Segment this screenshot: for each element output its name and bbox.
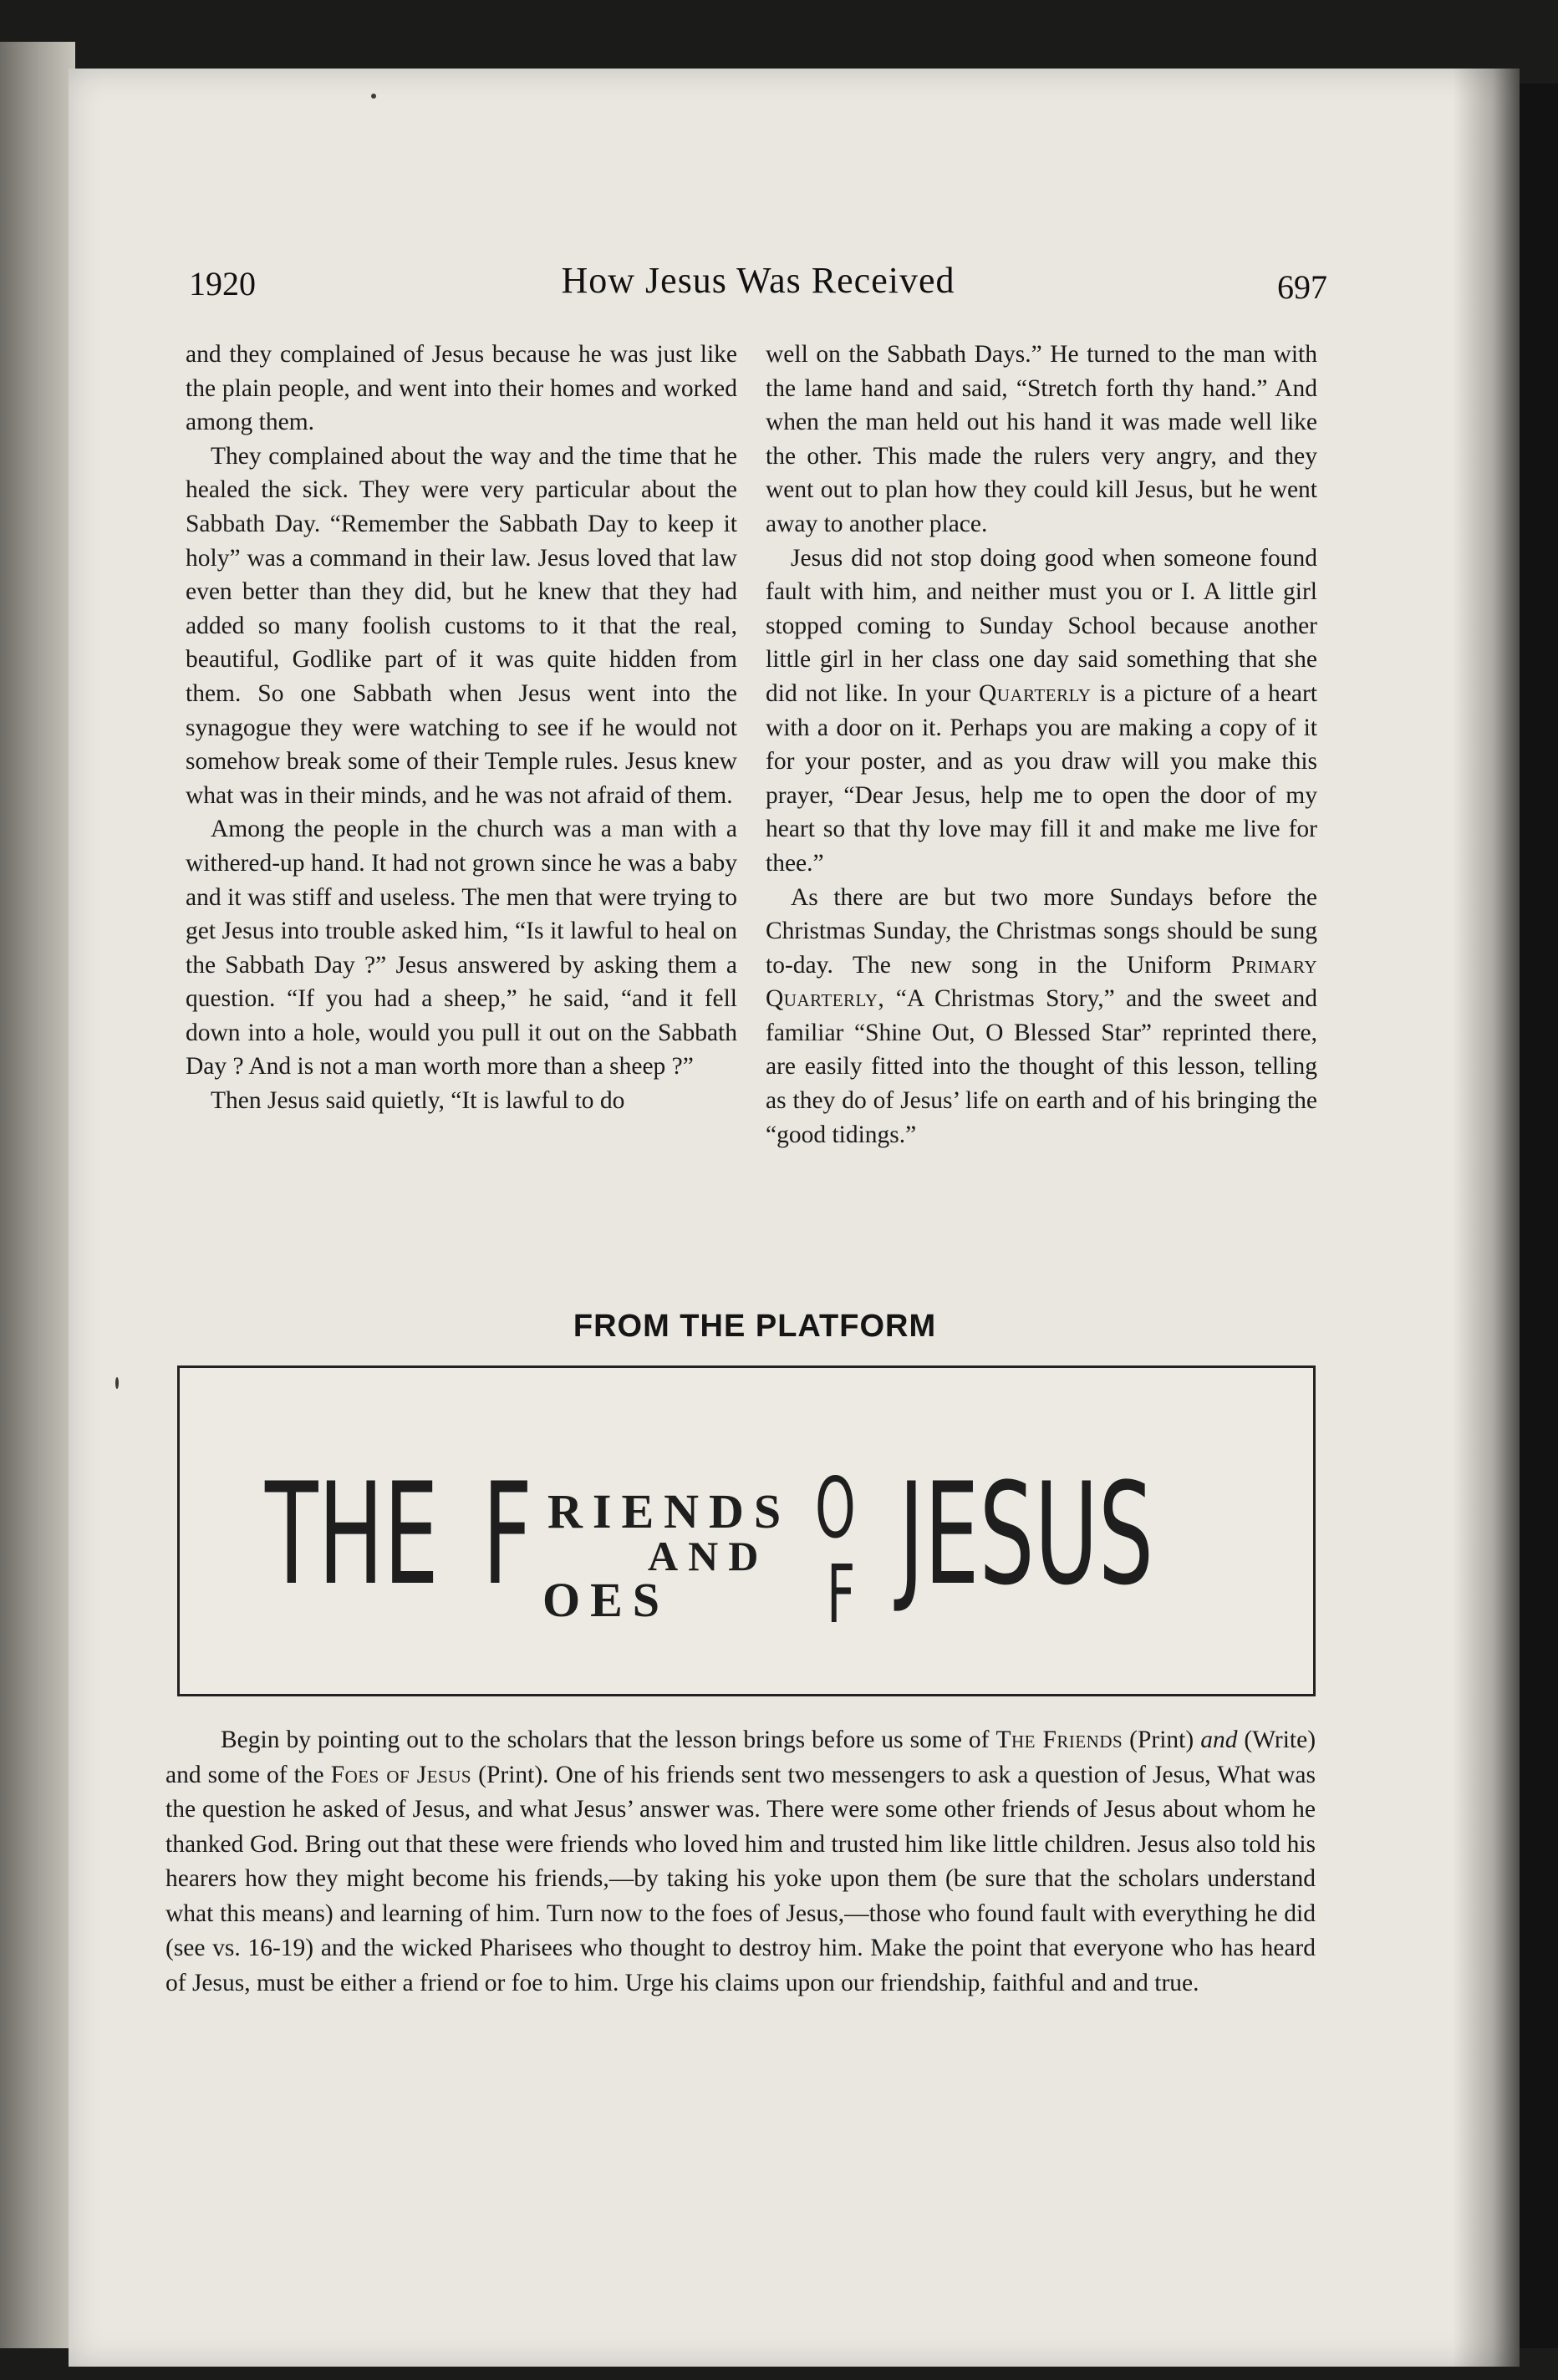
primary-quarterly-reference: Primary Quarterly, (766, 951, 1317, 1013)
left-column (186, 338, 737, 1118)
platform-heading: FROM THE PLATFORM (573, 1309, 937, 1344)
panel-word-oes: OES (542, 1573, 670, 1627)
running-header (189, 259, 1327, 309)
paragraph (165, 1723, 1316, 2001)
scan-speck (371, 94, 376, 99)
blackboard-panel (177, 1365, 1316, 1696)
quarterly-reference: Quarterly (979, 679, 1092, 707)
page-number: 697 (1277, 268, 1327, 306)
text-run: is a picture of a heart with a door on it. Perhaps you are making a copy of it for your poster, and as you draw will you make this prayer, “Dear Jesus, help me to open the door of my heart so that thy love may fill it and make me live for thee.” (766, 679, 1318, 877)
facing-page-edge (0, 42, 75, 2348)
text-run: Jesus did not stop doing good when someone found fault with him, and neither must you or I. A little girl stopped coming to Sunday School because another little girl in her class one day said something that she did not like. In your (766, 544, 1317, 707)
platform-instructions (165, 1723, 1316, 2001)
panel-letter-o: O (815, 1459, 856, 1557)
italic-and: and (1200, 1727, 1238, 1753)
panel-word-jesus: JESUS (899, 1452, 1154, 1616)
running-title: How Jesus Was Received (561, 260, 955, 301)
text-run: Begin by pointing out to the scholars that the lesson brings before us some of (221, 1727, 990, 1753)
panel-letter-f: F (482, 1452, 532, 1616)
paragraph: Among the people in the church was a man with a withered-up hand. It had not grown since he was a baby and it was stiff and useless. The men that were trying to get Jesus into trouble asked him, “Is it lawful to heal on the Sabbath Day ?” Jesus answered by asking them a question. “If you had a sheep,” he said, “and it fell down into a hole, would you pull it out on the Sabbath Day ? And is not a man worth more than a sheep ?” (186, 816, 737, 1081)
scan-border (1520, 84, 1558, 2348)
text-run: “A Christmas Story,” and the sweet and familiar “Shine Out, O Blessed Star” reprinted there, are easily fitted into the thought of this lesson, telling as they do of Jesus’ life on earth and of his bringing the “good tidings.” (766, 985, 1317, 1148)
panel-letter-f-small: F (827, 1548, 856, 1641)
right-column (766, 338, 1317, 1152)
panel-word-and: AND (648, 1533, 769, 1579)
paragraph: They complained about the way and the time that he healed the sick. They were very particular about the Sabbath Day. “Remember the Sabbath Day to keep it holy” was a command in their law. Jesus loved that law even better than they did, but he knew that they had added so many foolish customs to it that the real, beautiful, Godlike part of it was quite hidden from them. So one Sabbath when Jesus went into the synagogue they were watching to see if he would not somehow break some of their Temple rules. Jesus knew what was in their minds, and he was not afraid of them. (186, 442, 737, 809)
paragraph (766, 881, 1317, 1152)
paragraph: well on the Sabbath Days.” He turned to the man with the lame hand and said, “Stretch forth thy hand.” And when the man held out his hand it was made well like the other. This made the rulers very angry, and they went out to plan how they could kill Jesus, but he went away to another place. (766, 341, 1317, 537)
scan-speck (115, 1377, 119, 1389)
panel-word-the: THE (265, 1452, 439, 1616)
paragraph: and they complained of Jesus because he was just like the plain people, and went into their homes and worked among them. (186, 341, 737, 436)
page-edge-shadow (1453, 69, 1520, 2367)
text-run: (Print). One of his friends sent two messengers to ask a question of Jesus, What was the question he asked of Jesus, and what Jesus’ answer was. There were some other friends of Jesus about whom he thanked God. Bring out that these were friends who loved him and trusted him like little children. Jesus also told his hearers how they might become his friends,—by taking his yoke upon them (be sure that the scholars understand what this means) and learning of him. Turn now to the foes of Jesus,—those who found fault with everything he did (see vs. 16-19) and the wicked Pharisees who thought to destroy him. Make the point that everyone who has heard of Jesus, must be either a friend or foe to him. Urge his claims upon our friendship, faithful and and true. (165, 1761, 1316, 1996)
text-run: (Write) and some of the (165, 1727, 1316, 1788)
the-friends-reference: The Friends (995, 1727, 1123, 1753)
text-run: As there are but two more Sundays before the Christmas Sunday, the Christmas songs should be sung to-day. The new song in the Uniform (766, 883, 1317, 979)
header-year: 1920 (189, 265, 256, 303)
text-run: (Print) (1129, 1727, 1194, 1753)
panel-word-riends: RIENDS (547, 1484, 792, 1538)
paragraph (766, 542, 1317, 881)
paragraph: Then Jesus said quietly, “It is lawful to do (211, 1087, 625, 1115)
foes-of-jesus-reference: Foes of Jesus (330, 1761, 472, 1788)
